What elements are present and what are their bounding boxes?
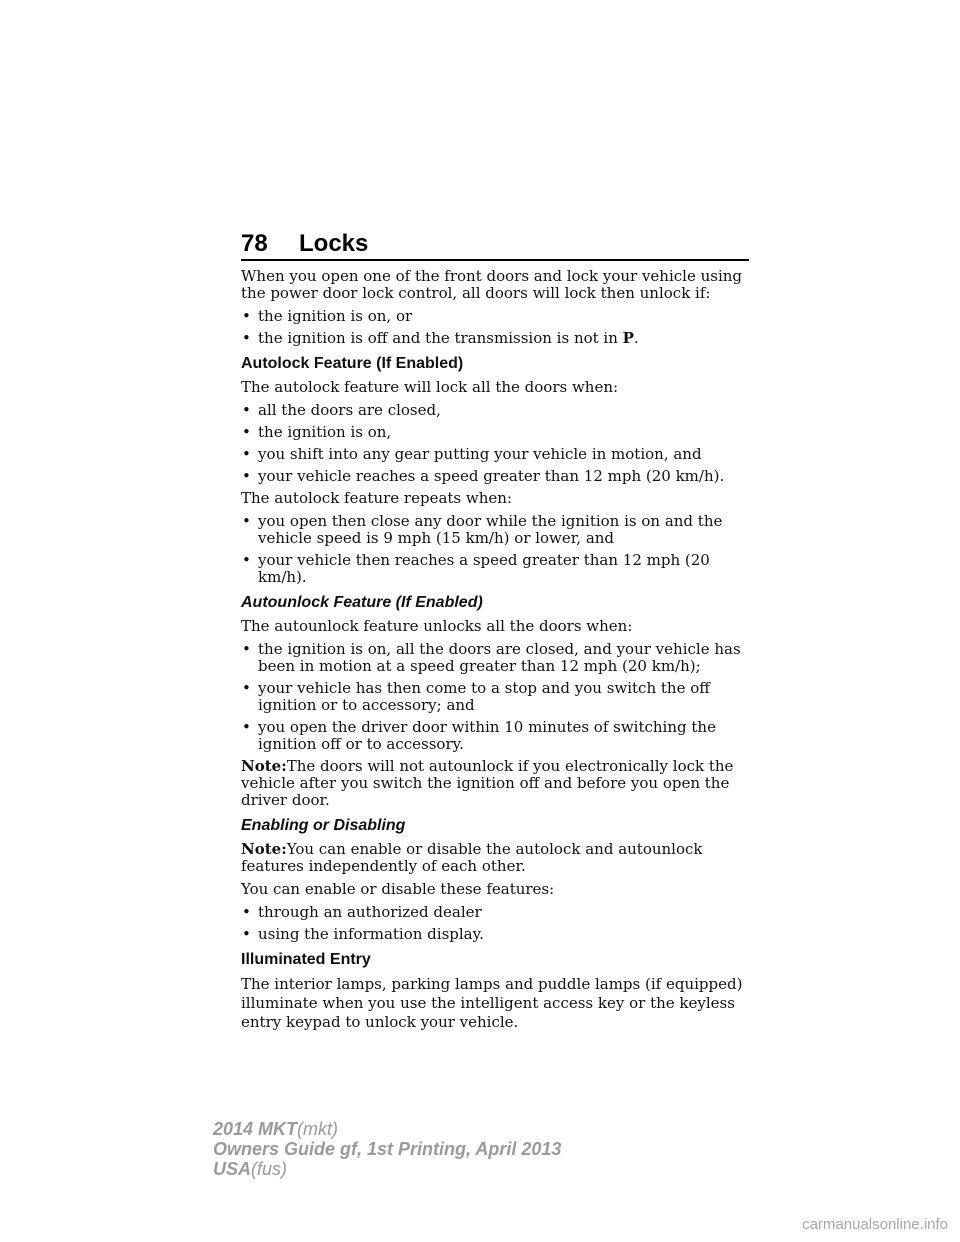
bullet-icon: • [242, 307, 251, 325]
page-number: 78 [241, 230, 268, 257]
bullet-icon: • [242, 718, 251, 736]
page-header [241, 226, 749, 260]
header-rule [241, 259, 749, 261]
list-item: • through an authorized dealer [242, 903, 482, 921]
page-body [241, 268, 753, 1038]
autounlock-heading: Autounlock Feature (If Enabled) [241, 594, 483, 611]
note-text: You can enable or disable the autolock and autounlock features independently of each other. [241, 840, 703, 875]
enabling-lead: You can enable or disable these features: [241, 880, 555, 898]
list-item: • the ignition is on, [242, 423, 392, 441]
bullet-icon: • [242, 925, 251, 943]
autounlock-bullet-list [241, 641, 753, 753]
bullet-icon: • [242, 329, 251, 347]
illuminated-entry-heading: Illuminated Entry [241, 951, 371, 968]
enabling-heading: Enabling or Disabling [241, 817, 406, 834]
note-text: The doors will not autounlock if you electronically lock the vehicle after you switch the ignition off and before you open the driver door. [241, 757, 734, 809]
bullet-icon: • [242, 423, 251, 441]
intro-bullet-list [241, 308, 753, 347]
bullet-icon: • [242, 445, 251, 463]
list-item: • your vehicle reaches a speed greater than 12 mph (20 km/h). [242, 467, 725, 485]
footer-line-market: USA(fus) [213, 1159, 288, 1179]
bullet-icon: • [242, 551, 251, 569]
autolock-bullet-list [241, 402, 753, 485]
bullet-icon: • [242, 467, 251, 485]
list-item: • you open then close any door while the ignition is on and the vehicle speed is 9 mph (15 km/h) or lower, and [242, 512, 723, 547]
bullet-icon: • [242, 903, 251, 921]
list-item: • your vehicle has then come to a stop and you switch the off ignition or to accessory; and [242, 679, 710, 714]
autounlock-note [241, 758, 753, 809]
bullet-icon: • [242, 640, 251, 658]
note-label: Note: [241, 840, 287, 858]
list-item: • all the doors are closed, [242, 401, 441, 419]
intro-paragraph: When you open one of the front doors and lock your vehicle using the power door lock control, all doors will lock then unlock if: [241, 267, 743, 302]
section-title: Locks [299, 230, 369, 257]
list-item: • the ignition is on, all the doors are closed, and your vehicle has been in motion at a speed greater than 12 mph (20 km/h); [242, 640, 741, 675]
bullet-icon: • [242, 401, 251, 419]
footer-line-printing: Owners Guide gf, 1st Printing, April 2013 [213, 1139, 562, 1159]
autolock-repeat-bullet-list [241, 513, 753, 586]
enabling-bullet-list [241, 904, 753, 943]
autolock-heading: Autolock Feature (If Enabled) [241, 355, 464, 372]
footer-line-model: 2014 MKT(mkt) [213, 1119, 339, 1139]
autolock-lead: The autolock feature will lock all the doors when: [241, 378, 619, 396]
enabling-note [241, 841, 753, 875]
list-item: • the ignition is off and the transmission is not in P. [242, 329, 639, 347]
list-item: • using the information display. [242, 925, 484, 943]
list-item: • you shift into any gear putting your vehicle in motion, and [242, 445, 702, 463]
gear-p: P [622, 329, 634, 347]
bullet-icon: • [242, 512, 251, 530]
watermark: carmanualsonline.info [802, 1216, 948, 1233]
bullet-icon: • [242, 679, 251, 697]
note-label: Note: [241, 757, 287, 775]
autounlock-lead: The autounlock feature unlocks all the doors when: [241, 617, 633, 635]
illuminated-entry-text: The interior lamps, parking lamps and puddle lamps (if equipped) illuminate when you use the intelligent access key or the keyless entry keypad to unlock your vehicle. [241, 975, 743, 1031]
autolock-repeat-lead: The autolock feature repeats when: [241, 489, 512, 507]
list-item: • the ignition is on, or [242, 307, 413, 325]
print-footer [213, 1119, 561, 1179]
list-item: • your vehicle then reaches a speed greater than 12 mph (20 km/h). [242, 551, 710, 586]
list-item: • you open the driver door within 10 minutes of switching the ignition off or to accessory. [242, 718, 716, 753]
